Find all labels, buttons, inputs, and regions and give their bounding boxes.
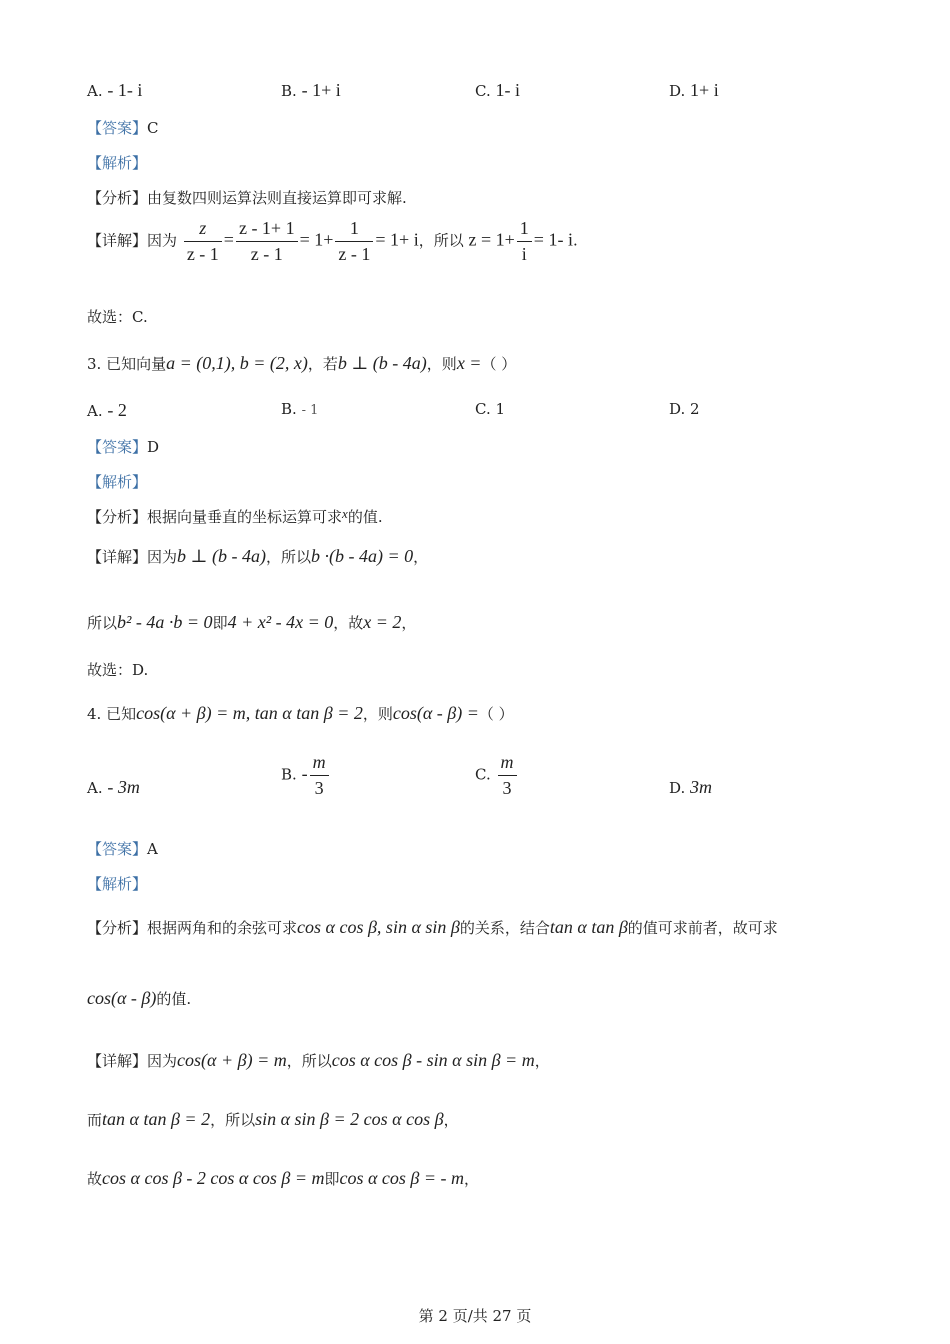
q3-option-a: A. - 2 bbox=[87, 400, 127, 420]
q3-stem: 3. 已知向量a = (0,1), b = (2, x)，若b ⊥ (b - 4a)，则x =（ ） bbox=[87, 353, 517, 373]
q3-conclusion: 故选：D. bbox=[87, 661, 149, 679]
fraction: $\frac{z - 1+ 1}{z - 1}$ bbox=[236, 218, 298, 265]
q4-option-c: C. $\frac{m}{3}$ bbox=[475, 752, 519, 799]
q4-stem: 4. 已知cos(α + β) = m, tan α tan β = 2，则cos(α - β) =（ ） bbox=[87, 703, 514, 723]
q2-detail: 【详解】因为 $\frac{z}{z - 1}$ = $\frac{z - 1+ 1}{z - 1}$ = 1+ $\frac{1}{z - 1}$ = 1+ i，所以 z = 1+ $\frac{1}{i}$ = 1- i. bbox=[87, 218, 578, 264]
fraction: $\frac{1}{i}$ bbox=[517, 218, 532, 265]
fraction: $\frac{m}{3}$ bbox=[310, 752, 329, 799]
q4-answer: 【答案】A bbox=[87, 840, 158, 858]
q3-option-b: B. - 1 bbox=[281, 400, 319, 418]
q2-fenxi: 【分析】由复数四则运算法则直接运算即可求解. bbox=[87, 189, 407, 207]
fraction: $\frac{m}{3}$ bbox=[498, 752, 517, 799]
q3-option-d: D. 2 bbox=[669, 400, 700, 418]
q4-detail-3: 故cos α cos β - 2 cos α cos β = m即cos α cos β = - m， bbox=[87, 1168, 480, 1188]
q3-detail-line2: 所以b² - 4a ·b = 0即4 + x² - 4x = 0，故x = 2， bbox=[87, 612, 417, 632]
q2-option-b: B. - 1+ i bbox=[281, 80, 341, 100]
q2-option-c: C. 1- i bbox=[475, 80, 520, 100]
q2-conclusion: 故选：C. bbox=[87, 308, 148, 326]
fraction: $\frac{1}{z - 1}$ bbox=[335, 218, 373, 265]
q4-option-d: D. 3m bbox=[669, 777, 713, 797]
q4-analysis-heading: 【解析】 bbox=[87, 875, 148, 893]
fraction: $\frac{z}{z - 1}$ bbox=[184, 218, 222, 265]
q3-option-c: C. 1 bbox=[475, 400, 506, 418]
q4-option-a: A. - 3m bbox=[87, 777, 140, 797]
q3-fenxi: 【分析】根据向量垂直的坐标运算可求x的值. bbox=[87, 506, 383, 526]
q4-detail-1: 【详解】因为cos(α + β) = m，所以cos α cos β - sin α sin β = m， bbox=[87, 1050, 550, 1070]
q3-detail: 【详解】因为b ⊥ (b - 4a)，所以b ·(b - 4a) = 0， bbox=[87, 546, 429, 566]
q2-analysis-heading: 【解析】 bbox=[87, 154, 148, 172]
q2-option-a: A. - 1- i bbox=[87, 80, 143, 100]
q4-detail-2: 而tan α tan β = 2，所以sin α sin β = 2 cos α cos β， bbox=[87, 1109, 459, 1129]
q4-fenxi-cont: cos(α - β)的值. bbox=[87, 988, 192, 1008]
q3-analysis-heading: 【解析】 bbox=[87, 473, 148, 491]
q3-answer: 【答案】D bbox=[87, 438, 160, 456]
q4-fenxi: 【分析】根据两角和的余弦可求cos α cos β, sin α sin β的关系，结合tan α tan β的值可求前者，故可求 bbox=[87, 917, 778, 937]
page-footer: 第 2 页/共 27 页 bbox=[418, 1307, 532, 1325]
q2-answer: 【答案】C bbox=[87, 119, 159, 137]
q4-option-b: B. - $\frac{m}{3}$ bbox=[281, 752, 331, 799]
q2-option-d: D. 1+ i bbox=[669, 80, 719, 100]
